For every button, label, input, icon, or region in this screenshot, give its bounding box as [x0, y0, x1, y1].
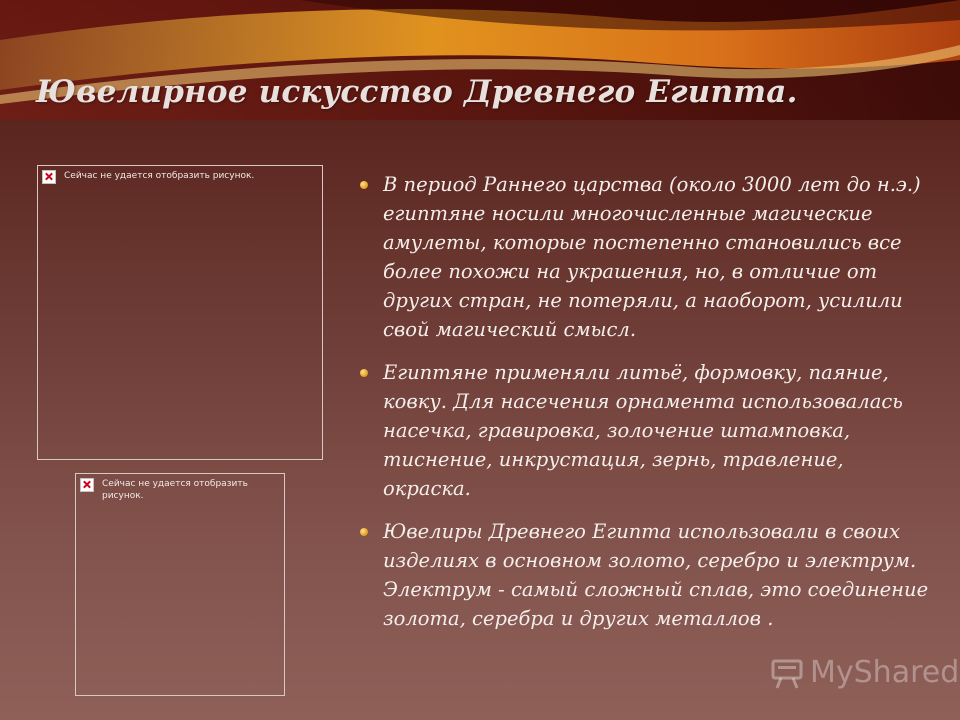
- broken-image-icon: [80, 478, 94, 492]
- presentation-board-icon: [770, 656, 804, 690]
- bullet-icon: [360, 181, 368, 189]
- bullet-item: [360, 170, 930, 344]
- bullet-text: Египтяне применяли литьё, формовку, паяние, ковку. Для насечения орнамента использовалась насечка, гравировка, золочение штамповка, тиснение, инкрустация, зернь, травление, окраска.: [383, 361, 903, 500]
- bullet-list: [360, 170, 930, 647]
- bullet-icon: [360, 528, 368, 536]
- watermark: [770, 655, 959, 690]
- image-placeholder-message: Сейчас не удается отобразить рисунок.: [64, 171, 255, 181]
- slide-title: Ювелирное искусство Древнего Египта.: [36, 74, 798, 110]
- bullet-text: Ювелиры Древнего Египта использовали в своих изделиях в основном золото, серебро и электрум. Электрум - самый сложный сплав, это соединение золота, серебра и других металлов .: [383, 520, 929, 630]
- watermark-text: MyShared: [810, 655, 960, 690]
- bullet-item: [360, 358, 930, 503]
- image-placeholder-message: Сейчас не удается отобразить рисунок.: [102, 479, 248, 501]
- broken-image-icon: [42, 170, 56, 184]
- bullet-item: [360, 517, 930, 633]
- image-placeholder-1: [37, 165, 323, 460]
- bullet-icon: [360, 369, 368, 377]
- bullet-text: В период Раннего царства (около 3000 лет до н.э.) египтяне носили многочисленные магические амулеты, которые постепенно становились все более похожи на украшения, но, в отличие от других стран, не потеряли, а наоборот, усилили свой магический смысл.: [383, 173, 921, 341]
- image-placeholder-2: [75, 473, 285, 696]
